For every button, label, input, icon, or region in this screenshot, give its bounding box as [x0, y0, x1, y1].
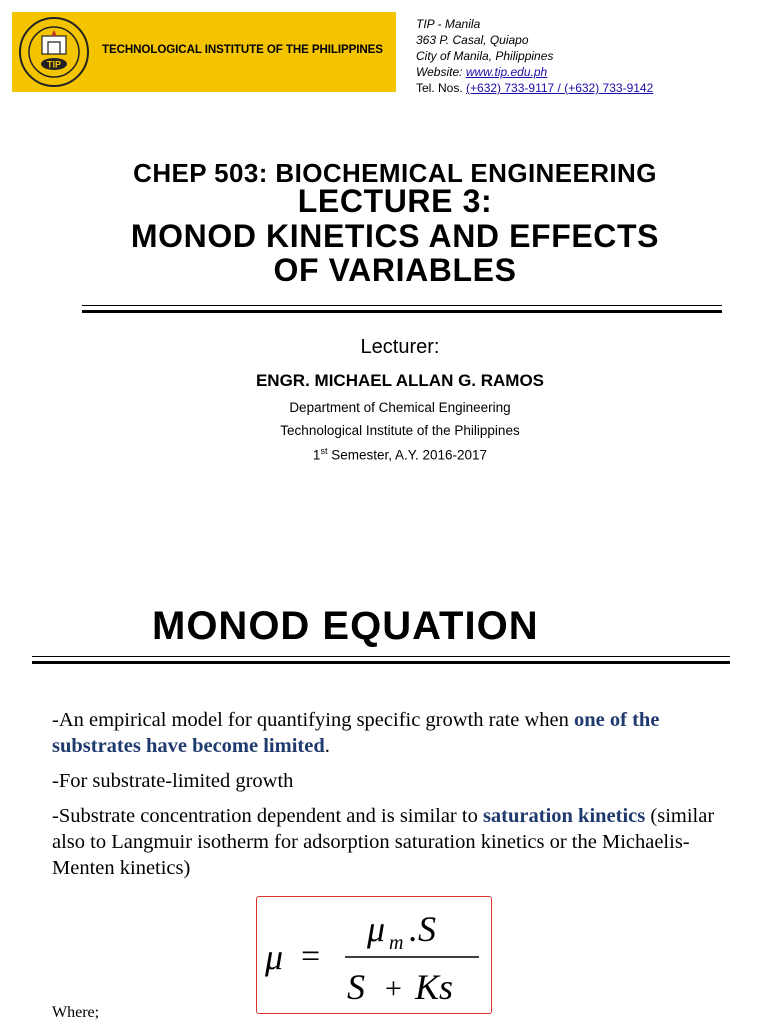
tel-link[interactable]: (+632) 733-9117 / (+632) 733-9142	[466, 81, 654, 95]
institution-banner-name: TECHNOLOGICAL INSTITUTE OF THE PHILIPPINES	[102, 43, 383, 56]
lecturer-name: ENGR. MICHAEL ALLAN G. RAMOS	[255, 371, 545, 390]
eq-den-plus: +	[385, 972, 402, 1005]
eq-den-ks: Ks	[415, 967, 454, 1007]
lecture-number: LECTURE 3:	[297, 183, 493, 219]
semester-suffix: st	[320, 446, 328, 456]
tel-label: Tel. Nos.	[416, 81, 467, 95]
section-title: MONOD EQUATION	[152, 604, 539, 648]
section-divider-thick	[32, 661, 730, 664]
eq-mu-lhs: μ	[265, 937, 284, 977]
website-link[interactable]: www.tip.edu.ph	[465, 65, 548, 79]
semester-text: Semester, A.Y. 2016-2017	[327, 447, 488, 463]
contact-tel-row	[416, 80, 653, 96]
eq-den-s: S	[347, 967, 365, 1007]
section-divider-thin	[32, 656, 730, 657]
eq-equals: =	[301, 938, 321, 975]
bullet-substrate-limited: -For substrate-limited growth	[52, 770, 294, 792]
bullet-saturation-kinetics	[52, 803, 752, 881]
lecture-title-line-1: MONOD KINETICS AND EFFECTS	[130, 218, 660, 254]
lecturer-label: Lecturer:	[360, 336, 440, 358]
eq-num-s: .S	[409, 909, 436, 949]
title-divider-thick	[82, 310, 722, 313]
contact-campus: TIP - Manila	[416, 17, 481, 31]
bullet-empirical-model	[52, 707, 752, 759]
header-banner	[12, 12, 396, 92]
bullet-3-end: (similar also to Langmuir isotherm for adsorption saturation kinetics or the Michaelis-Menten kinetics)	[52, 805, 715, 879]
semester-ordinal: 1	[312, 447, 321, 463]
contact-info	[416, 16, 653, 96]
bullet-1-text: -An empirical model for quantifying specific growth rate when	[52, 709, 575, 731]
title-divider-thin	[82, 305, 722, 306]
course-title: CHEP 503: BIOCHEMICAL ENGINEERING	[133, 158, 657, 188]
seal-letters: TIP	[46, 59, 62, 70]
eq-num-mu: μ	[367, 909, 386, 949]
lecture-title-line-2: OF VARIABLES	[273, 252, 517, 288]
where-label: Where;	[52, 1004, 100, 1021]
bullet-3-text: -Substrate concentration dependent and is similar to	[52, 805, 483, 827]
bullet-1-end: .	[324, 735, 330, 757]
monod-equation-box	[256, 896, 492, 1014]
bullet-3-highlight: saturation kinetics	[482, 805, 646, 827]
contact-website-row	[416, 64, 653, 80]
department-line: Department of Chemical Engineering	[289, 400, 511, 415]
website-label: Website:	[416, 65, 466, 79]
institute-line: Technological Institute of the Philippines	[280, 423, 520, 438]
contact-city: City of Manila, Philippines	[416, 49, 554, 63]
contact-street: 363 P. Casal, Quiapo	[416, 33, 529, 47]
monod-equation	[257, 897, 493, 1015]
eq-num-subscript: m	[389, 932, 404, 954]
bullet-1-highlight: one of the substrates have become limited	[52, 709, 660, 757]
semester-line	[0, 446, 768, 463]
tip-seal-logo	[18, 16, 90, 88]
